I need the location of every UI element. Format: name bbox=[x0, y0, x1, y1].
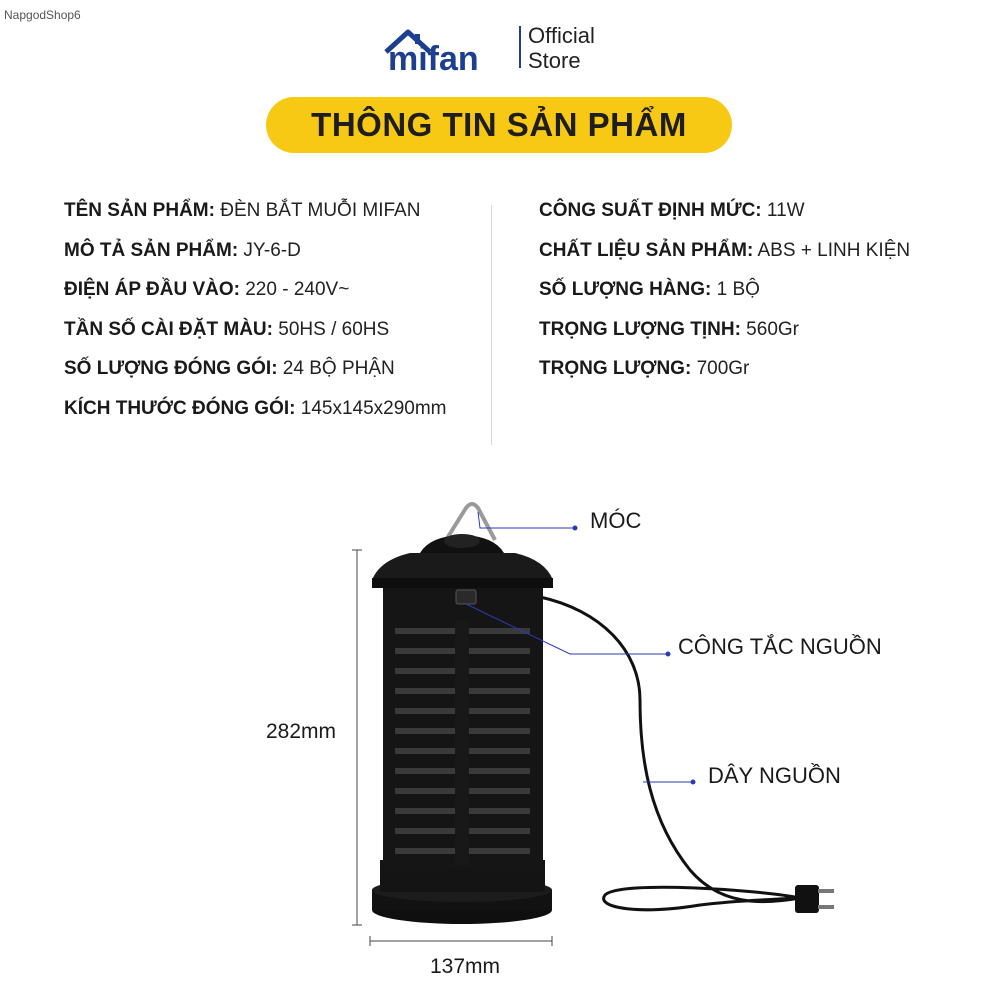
mosquito-lamp-illustration bbox=[340, 495, 900, 985]
spec-row: TRỌNG LƯỢNG TỊNH: 560Gr bbox=[539, 318, 799, 340]
logo-store-text: Store bbox=[528, 48, 581, 73]
spec-row: TẦN SỐ CÀI ĐẶT MÀU: 50HS / 60HS bbox=[64, 318, 390, 340]
spec-row: CÔNG SUẤT ĐỊNH MỨC: 11W bbox=[539, 200, 805, 221]
logo-divider bbox=[519, 26, 521, 68]
spec-row: MÔ TẢ SẢN PHẨM: JY-6-D bbox=[64, 239, 301, 261]
product-info-banner: THÔNG TIN SẢN PHẨM bbox=[266, 97, 732, 153]
spec-row: SỐ LƯỢNG HÀNG: 1 BỘ bbox=[539, 279, 760, 300]
hook-label: MÓC bbox=[590, 508, 642, 533]
spec-row: TRỌNG LƯỢNG: 700Gr bbox=[539, 358, 750, 379]
height-dimension-label: 282mm bbox=[266, 720, 337, 743]
width-dimension-label: 137mm bbox=[430, 955, 501, 978]
svg-text:mifan: mifan bbox=[388, 40, 479, 78]
width-dimension-line bbox=[370, 936, 552, 946]
power-switch-label: CÔNG TẮC NGUỒN bbox=[678, 634, 882, 659]
height-dimension-line bbox=[352, 550, 362, 925]
spec-list-right bbox=[539, 197, 910, 395]
spec-row: KÍCH THƯỚC ĐÓNG GÓI: 145x145x290mm bbox=[64, 397, 447, 419]
spec-row: SỐ LƯỢNG ĐÓNG GÓI: 24 BỘ PHẬN bbox=[64, 358, 395, 379]
spec-row: TÊN SẢN PHẨM: ĐÈN BẮT MUỖI MIFAN bbox=[64, 200, 421, 221]
brand-logo bbox=[384, 22, 644, 78]
spec-row: ĐIỆN ÁP ĐẦU VÀO: 220 - 240V~ bbox=[64, 279, 350, 300]
hook-icon bbox=[446, 504, 495, 540]
column-divider bbox=[491, 205, 492, 445]
watermark: NapgodShop6 bbox=[4, 8, 81, 22]
power-switch-icon bbox=[456, 590, 476, 604]
hook-callout-line bbox=[478, 512, 578, 531]
spec-list-left bbox=[64, 197, 447, 434]
logo-official-text: Official bbox=[528, 23, 595, 48]
power-plug-icon bbox=[795, 885, 834, 913]
power-cord-label: DÂY NGUỒN bbox=[708, 763, 841, 788]
mifan-logo-icon bbox=[384, 22, 514, 78]
spec-row: CHẤT LIỆU SẢN PHẨM: ABS + LINH KIỆN bbox=[539, 239, 911, 261]
cord-callout-line bbox=[643, 780, 696, 785]
